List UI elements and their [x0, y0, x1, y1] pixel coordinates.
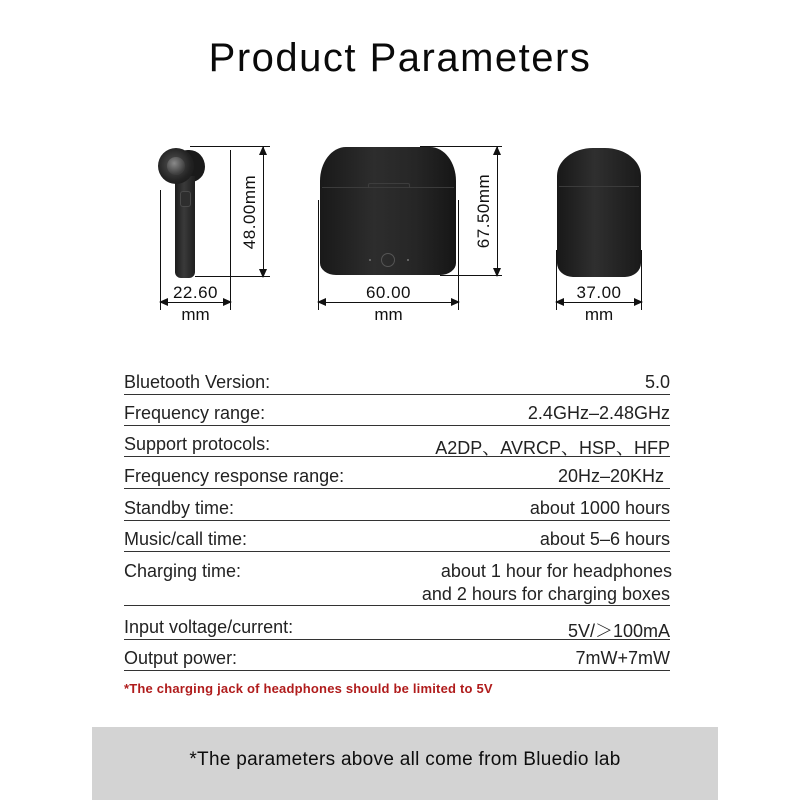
earbud-width-unit: mm: [181, 305, 210, 324]
height-dimension-arrow: [263, 147, 264, 277]
earbud-touch-button: [180, 191, 191, 207]
page-title: Product Parameters: [208, 36, 592, 80]
spec-label: Input voltage/current:: [124, 617, 294, 637]
height-dimension-arrow: [497, 147, 498, 276]
case-width-value: 60.00: [365, 283, 412, 302]
extension-line: [190, 146, 270, 147]
spec-row-standby: [124, 496, 670, 521]
case-led-dot: [369, 259, 371, 261]
footer-text: *The parameters above all come from Bluedio lab: [189, 749, 621, 770]
spec-value: 2.4GHz–2.48GHz: [527, 403, 670, 423]
spec-label: Standby time:: [124, 498, 235, 518]
spec-label: Frequency range:: [124, 403, 266, 423]
spec-row-protocols: [124, 432, 670, 457]
case-power-button: [381, 253, 395, 267]
spec-value: about 5–6 hours: [539, 529, 670, 549]
spec-row-music-call: [124, 527, 670, 552]
warning-note: *The charging jack of headphones should be limited to 5V: [124, 681, 493, 696]
footer-banner: [92, 727, 718, 800]
case-depth-value: 37.00: [576, 283, 622, 302]
spec-value: A2DP、AVRCP、HSP、HFP: [435, 438, 670, 458]
spec-row-frequency: [124, 401, 670, 426]
spec-value: about 1000 hours: [529, 498, 670, 518]
spec-value: 5.0: [644, 372, 670, 392]
spec-row-bluetooth: [124, 370, 670, 395]
extension-line: [420, 146, 502, 147]
spec-label: Bluetooth Version:: [124, 372, 271, 392]
spec-row-input: [124, 615, 670, 640]
case-side-seam: [559, 186, 639, 187]
spec-value: about 1 hour for headphones: [440, 561, 672, 581]
case-notch: [368, 183, 410, 188]
spec-label: Music/call time:: [124, 529, 248, 549]
spec-row-frequency-response: [124, 464, 670, 489]
case-side-body: [557, 148, 641, 277]
spec-row-charging: [124, 559, 670, 606]
spec-label: Support protocols:: [124, 434, 271, 454]
spec-label: Output power:: [124, 648, 238, 668]
spec-value: 7mW+7mW: [575, 648, 670, 668]
spec-value: 20Hz–20KHz: [557, 466, 664, 486]
case-width-unit: mm: [374, 305, 403, 324]
case-height-value: 67.50mm: [474, 173, 493, 249]
spec-row-output: [124, 646, 670, 671]
case-led-dot: [407, 259, 409, 261]
earbud-height-value: 48.00mm: [240, 174, 259, 250]
spec-label: Charging time:: [124, 561, 242, 581]
case-depth-unit: mm: [584, 305, 614, 324]
spec-label: Frequency response range:: [124, 466, 345, 486]
spec-value-line2: and 2 hours for charging boxes: [421, 584, 670, 604]
earbud-logo-icon: [167, 157, 185, 175]
earbud-width-value: 22.60: [172, 283, 219, 302]
spec-value: 5V/＞100mA: [567, 621, 670, 641]
